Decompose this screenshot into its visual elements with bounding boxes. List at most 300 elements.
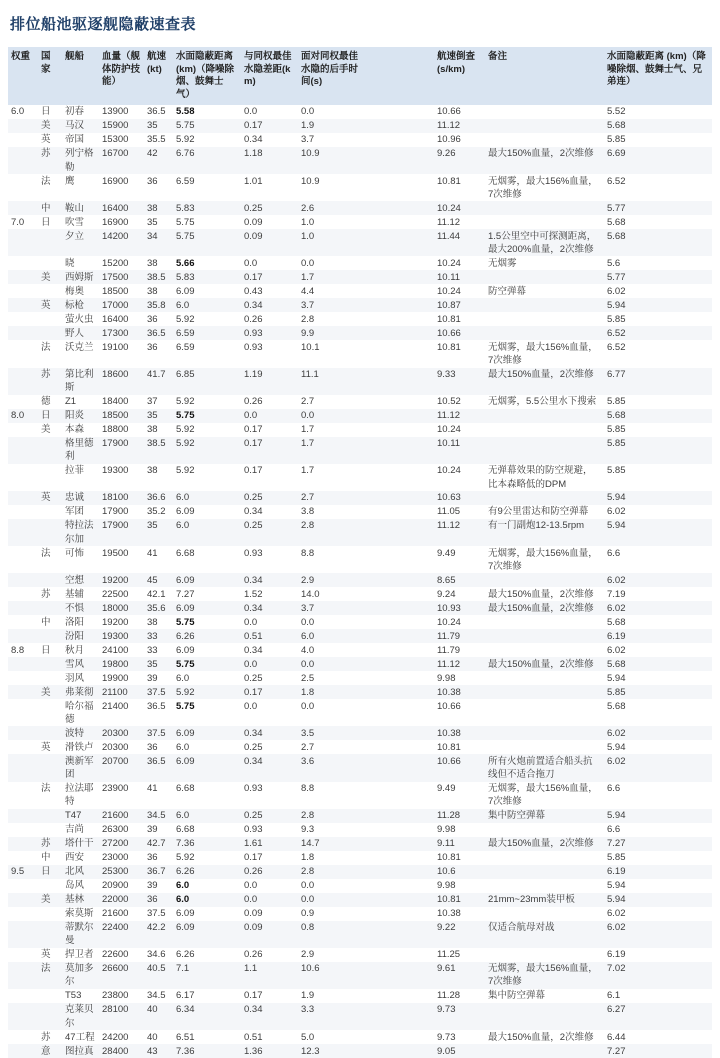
cell-country: 法	[41, 547, 51, 559]
cell-speed: 37	[147, 396, 158, 408]
cell-reaction_time: 1.9	[301, 990, 315, 1002]
cell-concealment_bob: 6.02	[607, 574, 626, 586]
cell-speed: 34.5	[147, 810, 166, 822]
table-row	[8, 907, 712, 921]
cell-weight: 7.0	[11, 216, 25, 228]
cell-reaction_time: 1.7	[301, 438, 315, 450]
cell-country: 法	[41, 783, 51, 795]
cell-country	[38, 823, 62, 837]
cell-weight	[8, 657, 38, 671]
cell-concealment_bob: 5.77	[607, 271, 626, 283]
cell-ship: 基辅	[65, 588, 85, 600]
cell-speed_inverse: 10.81	[437, 894, 461, 906]
cell-weight	[8, 505, 38, 519]
cell-concealment_bob: 5.68	[607, 658, 626, 670]
cell-ship: T53	[65, 990, 82, 1002]
cell-hp: 18800	[102, 424, 129, 436]
cell-notes	[485, 629, 604, 643]
cell-speed_inverse: 11.05	[437, 506, 461, 518]
cell-spacer	[368, 671, 434, 685]
cell-gap: 0.93	[244, 783, 263, 795]
cell-speed: 38	[147, 616, 158, 628]
cell-weight	[8, 437, 38, 464]
cell-hp: 16400	[102, 313, 129, 325]
cell-speed_inverse: 10.11	[437, 271, 461, 283]
table-row	[8, 657, 712, 671]
cell-ship: 汾阳	[65, 630, 85, 642]
cell-concealment_bob: 7.19	[607, 588, 626, 600]
cell-speed: 36.5	[147, 327, 166, 339]
cell-concealment_bob: 6.02	[607, 755, 626, 767]
cell-ship: 格里德利	[65, 438, 94, 463]
cell-hp: 19800	[102, 658, 129, 670]
table-row	[8, 1003, 712, 1030]
cell-speed: 35	[147, 120, 158, 132]
cell-reaction_time: 2.8	[301, 810, 315, 822]
cell-concealment_bob: 6.02	[607, 727, 626, 739]
cell-speed: 36	[147, 341, 158, 353]
cell-country	[38, 699, 62, 726]
cell-gap: 1.01	[244, 175, 263, 187]
cell-hp: 18100	[102, 492, 129, 504]
cell-concealment_bob: 6.19	[607, 949, 626, 961]
cell-ship: 帝国	[65, 134, 85, 146]
cell-hp: 21600	[102, 810, 129, 822]
table-row	[8, 105, 712, 119]
cell-notes	[485, 699, 604, 726]
cell-speed: 39	[147, 880, 158, 892]
cell-weight	[8, 837, 38, 851]
table-row	[8, 699, 712, 726]
cell-speed_inverse: 10.81	[437, 852, 461, 864]
cell-notes	[485, 105, 604, 119]
cell-spacer	[368, 423, 434, 437]
cell-hp: 18500	[102, 285, 129, 297]
cell-speed: 35.2	[147, 506, 166, 518]
cell-reaction_time: 1.8	[301, 686, 315, 698]
cell-concealment_bob: 5.94	[607, 672, 626, 684]
cell-country: 法	[41, 341, 51, 353]
cell-country	[38, 464, 62, 491]
cell-speed_inverse: 9.73	[437, 1004, 456, 1016]
cell-gap: 0.0	[244, 700, 258, 712]
cell-ship: 野人	[65, 327, 85, 339]
cell-concealment_bob: 5.85	[607, 134, 626, 146]
cell-concealment_bob: 5.94	[607, 492, 626, 504]
cell-concealment: 6.0	[176, 520, 190, 532]
cell-hp: 20300	[102, 727, 129, 739]
cell-spacer	[368, 340, 434, 367]
cell-concealment_bob: 5.85	[607, 424, 626, 436]
cell-weight	[8, 395, 38, 409]
cell-notes: 有9公里雷达和防空弹幕	[488, 506, 589, 518]
cell-weight	[8, 671, 38, 685]
cell-spacer	[368, 921, 434, 948]
cell-speed_inverse: 11.79	[437, 644, 461, 656]
cell-notes: 防空弹幕	[488, 285, 527, 297]
cell-speed_inverse: 10.81	[437, 341, 461, 353]
destroyer-concealment-table	[8, 47, 712, 1058]
cell-spacer	[368, 437, 434, 464]
cell-gap: 0.51	[244, 630, 263, 642]
cell-speed: 35	[147, 658, 158, 670]
cell-country	[38, 629, 62, 643]
cell-speed: 45	[147, 574, 158, 586]
table-row	[8, 893, 712, 907]
table-row	[8, 340, 712, 367]
cell-spacer	[368, 133, 434, 147]
table-row	[8, 519, 712, 546]
cell-speed: 40.5	[147, 963, 166, 975]
cell-concealment: 6.51	[176, 1031, 195, 1043]
cell-notes: 集中防空弹幕	[488, 990, 546, 1002]
cell-speed: 37.5	[147, 686, 166, 698]
cell-concealment_bob: 5.52	[607, 106, 626, 118]
cell-gap: 1.52	[244, 588, 263, 600]
cell-notes: 无烟雾，最大156%血量，7次维修	[488, 783, 598, 808]
cell-speed_inverse: 10.81	[437, 313, 461, 325]
cell-concealment: 5.58	[176, 106, 195, 118]
cell-country: 美	[41, 894, 51, 906]
cell-speed: 38	[147, 202, 158, 214]
cell-hp: 22600	[102, 949, 129, 961]
table-row	[8, 464, 712, 491]
cell-concealment: 5.75	[176, 700, 195, 712]
cell-country	[38, 921, 62, 948]
cell-reaction_time: 0.0	[301, 880, 315, 892]
cell-gap: 0.93	[244, 327, 263, 339]
column-header-spacer	[368, 47, 434, 105]
cell-concealment_bob: 6.19	[607, 630, 626, 642]
cell-ship: 马汉	[65, 120, 85, 132]
cell-hp: 16700	[102, 148, 129, 160]
cell-gap: 0.34	[244, 1004, 263, 1016]
cell-concealment_bob: 6.19	[607, 866, 626, 878]
cell-notes	[485, 643, 604, 657]
cell-ship: 北风	[65, 866, 85, 878]
cell-notes	[485, 615, 604, 629]
cell-reaction_time: 0.0	[301, 658, 315, 670]
cell-gap: 0.25	[244, 741, 263, 753]
cell-speed_inverse: 10.24	[437, 616, 461, 628]
cell-spacer	[368, 409, 434, 423]
cell-concealment: 5.92	[176, 424, 195, 436]
cell-country	[38, 601, 62, 615]
cell-reaction_time: 0.0	[301, 700, 315, 712]
cell-concealment_bob: 5.94	[607, 741, 626, 753]
cell-weight	[8, 1030, 38, 1044]
cell-ship: 索莫斯	[65, 908, 94, 920]
cell-speed_inverse: 9.24	[437, 588, 456, 600]
cell-gap: 0.34	[244, 755, 263, 767]
cell-country: 苏	[41, 838, 51, 850]
cell-ship: 澳新军团	[65, 755, 94, 781]
cell-gap: 0.25	[244, 520, 263, 532]
cell-country: 美	[41, 120, 51, 132]
cell-spacer	[368, 754, 434, 781]
cell-spacer	[368, 1030, 434, 1044]
cell-concealment_bob: 6.02	[607, 285, 626, 297]
cell-spacer	[368, 505, 434, 519]
cell-gap: 0.17	[244, 424, 263, 436]
cell-gap: 0.34	[244, 134, 263, 146]
cell-ship: 波特	[65, 727, 85, 739]
cell-ship: 可怖	[65, 547, 85, 559]
cell-ship: 图拉真	[65, 1045, 94, 1057]
cell-concealment_bob: 7.02	[607, 963, 626, 975]
cell-ship: 列宁格勒	[65, 148, 94, 173]
cell-country	[38, 809, 62, 823]
cell-speed_inverse: 10.63	[437, 492, 461, 504]
cell-concealment: 6.26	[176, 630, 195, 642]
cell-hp: 20700	[102, 755, 129, 767]
cell-spacer	[368, 326, 434, 340]
cell-speed: 34	[147, 230, 158, 242]
cell-spacer	[368, 174, 434, 201]
cell-concealment_bob: 6.02	[607, 602, 626, 614]
cell-speed_inverse: 10.38	[437, 686, 461, 698]
cell-hp: 18400	[102, 396, 129, 408]
cell-hp: 19300	[102, 465, 129, 477]
cell-gap: 0.0	[244, 658, 258, 670]
cell-reaction_time: 1.7	[301, 424, 315, 436]
column-header-speed: 航速 (kt)	[144, 47, 173, 105]
cell-gap: 1.36	[244, 1045, 263, 1057]
cell-speed: 39	[147, 824, 158, 836]
cell-speed: 41.7	[147, 368, 166, 380]
page-title: 排位船池驱逐舰隐蔽速查表	[10, 16, 197, 33]
cell-gap: 0.0	[244, 410, 258, 422]
cell-reaction_time: 2.8	[301, 520, 315, 532]
cell-notes	[485, 1003, 604, 1030]
cell-spacer	[368, 823, 434, 837]
cell-concealment: 5.92	[176, 465, 195, 477]
cell-speed_inverse: 10.81	[437, 741, 461, 753]
cell-speed: 40	[147, 1004, 158, 1016]
cell-ship: 吉尚	[65, 824, 85, 836]
cell-ship: T47	[65, 810, 82, 822]
cell-spacer	[368, 464, 434, 491]
cell-notes: 有一门副炮12-13.5rpm	[488, 520, 585, 532]
cell-country	[38, 573, 62, 587]
cell-gap: 0.25	[244, 810, 263, 822]
cell-concealment: 5.83	[176, 271, 195, 283]
cell-spacer	[368, 119, 434, 133]
cell-weight	[8, 601, 38, 615]
table-row	[8, 685, 712, 699]
cell-concealment_bob: 5.85	[607, 852, 626, 864]
table-row	[8, 740, 712, 754]
cell-hp: 26300	[102, 824, 129, 836]
table-row	[8, 1044, 712, 1058]
cell-concealment: 6.85	[176, 368, 195, 380]
cell-gap: 0.09	[244, 230, 263, 242]
cell-gap: 0.26	[244, 396, 263, 408]
cell-notes: 最大150%血量，2次维修	[488, 1031, 594, 1043]
cell-reaction_time: 14.7	[301, 838, 320, 850]
cell-speed: 42.1	[147, 588, 166, 600]
cell-country: 苏	[41, 1031, 51, 1043]
cell-reaction_time: 3.5	[301, 727, 315, 739]
cell-hp: 23900	[102, 783, 129, 795]
cell-weight	[8, 270, 38, 284]
header-row	[8, 47, 712, 105]
cell-ship: 克莱贝尔	[65, 1004, 94, 1029]
cell-reaction_time: 1.7	[301, 465, 315, 477]
table-row	[8, 782, 712, 809]
cell-notes: 最大150%血量，2次维修	[488, 368, 594, 380]
cell-notes: 无烟雾，最大156%血量，7次维修	[488, 341, 598, 366]
cell-hp: 20300	[102, 741, 129, 753]
cell-country: 美	[41, 271, 51, 283]
cell-country	[38, 312, 62, 326]
cell-hp: 17900	[102, 438, 129, 450]
cell-country: 苏	[41, 368, 51, 380]
cell-spacer	[368, 1003, 434, 1030]
column-header-hp: 血量（舰体防护技能）	[99, 47, 144, 105]
cell-ship: 第比利斯	[65, 368, 94, 394]
cell-speed_inverse: 10.6	[437, 866, 456, 878]
cell-weight	[8, 284, 38, 298]
cell-ship: 忠诚	[65, 492, 85, 504]
cell-notes: 无烟雾，最大156%血量，7次维修	[488, 175, 598, 200]
cell-weight	[8, 256, 38, 270]
cell-notes: 集中防空弹幕	[488, 810, 546, 822]
cell-concealment: 5.66	[176, 257, 195, 269]
cell-concealment_bob: 6.02	[607, 506, 626, 518]
cell-speed: 38.5	[147, 271, 166, 283]
table-row	[8, 215, 712, 229]
cell-concealment: 6.09	[176, 574, 195, 586]
cell-weight	[8, 615, 38, 629]
cell-spacer	[368, 601, 434, 615]
cell-country: 德	[41, 396, 51, 408]
cell-gap: 0.26	[244, 313, 263, 325]
cell-country: 苏	[41, 588, 51, 600]
table-body	[8, 105, 712, 1058]
cell-spacer	[368, 284, 434, 298]
cell-speed_inverse: 10.24	[437, 424, 461, 436]
cell-speed: 38	[147, 285, 158, 297]
cell-concealment: 6.09	[176, 727, 195, 739]
cell-speed_inverse: 11.28	[437, 990, 461, 1002]
cell-weight	[8, 726, 38, 740]
cell-hp: 17000	[102, 299, 129, 311]
cell-spacer	[368, 312, 434, 326]
cell-reaction_time: 3.8	[301, 506, 315, 518]
cell-spacer	[368, 989, 434, 1003]
cell-concealment: 6.59	[176, 327, 195, 339]
cell-concealment: 5.92	[176, 852, 195, 864]
cell-hp: 19500	[102, 547, 129, 559]
table-row	[8, 754, 712, 781]
cell-weight	[8, 989, 38, 1003]
cell-hp: 17900	[102, 520, 129, 532]
cell-notes: 无烟雾，最大156%血量，7次维修	[488, 547, 598, 572]
cell-country: 日	[41, 866, 51, 878]
cell-spacer	[368, 643, 434, 657]
cell-speed_inverse: 10.24	[437, 465, 461, 477]
cell-speed: 34.5	[147, 990, 166, 1002]
cell-concealment: 6.26	[176, 866, 195, 878]
cell-reaction_time: 1.8	[301, 852, 315, 864]
cell-gap: 0.25	[244, 672, 263, 684]
cell-speed_inverse: 11.12	[437, 120, 461, 132]
cell-speed_inverse: 10.38	[437, 908, 461, 920]
cell-weight	[8, 740, 38, 754]
cell-hp: 23000	[102, 852, 129, 864]
column-header-concealment: 水面隐蔽距离 (km)（降噪除烟、鼓舞士气）	[173, 47, 241, 105]
cell-ship: 捍卫者	[65, 949, 94, 961]
cell-country	[38, 326, 62, 340]
cell-country: 英	[41, 134, 51, 146]
cell-ship: 标枪	[65, 299, 85, 311]
cell-hp: 19200	[102, 574, 129, 586]
cell-speed_inverse: 11.44	[437, 230, 461, 242]
cell-ship: 不惧	[65, 602, 85, 614]
cell-notes: 最大150%血量，2次维修	[488, 148, 594, 160]
cell-concealment: 5.92	[176, 396, 195, 408]
cell-concealment: 6.09	[176, 602, 195, 614]
table-row	[8, 298, 712, 312]
cell-ship: 特拉法尔加	[65, 520, 94, 545]
cell-reaction_time: 0.0	[301, 410, 315, 422]
cell-notes: 21mm~23mm装甲板	[488, 894, 575, 906]
cell-gap: 0.26	[244, 866, 263, 878]
cell-country	[38, 437, 62, 464]
cell-concealment_bob: 5.85	[607, 686, 626, 698]
cell-spacer	[368, 740, 434, 754]
cell-speed: 36.6	[147, 492, 166, 504]
cell-weight	[8, 423, 38, 437]
cell-notes: 无弹幕效果的防空规避，比本森略低的DPM	[488, 465, 593, 490]
cell-weight	[8, 174, 38, 201]
column-header-ship: 舰船	[62, 47, 99, 105]
cell-hp: 19300	[102, 630, 129, 642]
cell-weight	[8, 893, 38, 907]
cell-gap: 0.43	[244, 285, 263, 297]
cell-gap: 0.34	[244, 727, 263, 739]
cell-concealment: 6.09	[176, 755, 195, 767]
cell-speed_inverse: 10.66	[437, 700, 461, 712]
cell-hp: 16400	[102, 202, 129, 214]
table-row	[8, 643, 712, 657]
table-row	[8, 809, 712, 823]
cell-hp: 22500	[102, 588, 129, 600]
cell-weight	[8, 823, 38, 837]
cell-reaction_time: 8.8	[301, 547, 315, 559]
cell-concealment_bob: 5.68	[607, 230, 626, 242]
cell-reaction_time: 3.6	[301, 755, 315, 767]
cell-reaction_time: 3.3	[301, 1004, 315, 1016]
cell-concealment_bob: 6.6	[607, 547, 621, 559]
cell-hp: 19200	[102, 616, 129, 628]
cell-hp: 17500	[102, 271, 129, 283]
cell-reaction_time: 2.8	[301, 866, 315, 878]
table-row	[8, 573, 712, 587]
cell-concealment: 6.68	[176, 783, 195, 795]
cell-speed_inverse: 9.98	[437, 672, 456, 684]
cell-notes	[485, 119, 604, 133]
cell-weight	[8, 1044, 38, 1058]
cell-ship: 吹雪	[65, 216, 85, 228]
cell-concealment: 6.09	[176, 644, 195, 656]
cell-reaction_time: 1.0	[301, 216, 315, 228]
cell-concealment: 5.75	[176, 410, 195, 422]
cell-concealment_bob: 5.94	[607, 880, 626, 892]
cell-country	[38, 726, 62, 740]
cell-country	[38, 229, 62, 256]
